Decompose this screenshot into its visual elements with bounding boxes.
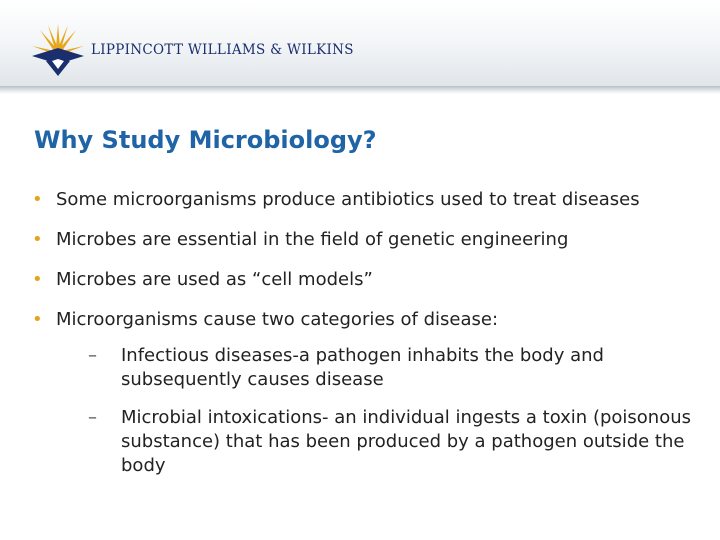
sub-bullet-text: Microbial intoxications- an individual ingests a toxin (poisonous substance) that has been produced by a pathogen outside the body: [121, 407, 691, 476]
bullet-dot-icon: •: [32, 229, 43, 250]
bullet-text: Microorganisms cause two categories of disease:: [56, 309, 499, 330]
sub-bullet-item: [76, 406, 702, 478]
sub-bullet-item: [76, 344, 702, 392]
dash-icon: –: [88, 345, 97, 366]
bullet-text: Microbes are essential in the field of genetic engineering: [56, 229, 569, 250]
bullet-item: [30, 188, 702, 212]
bullet-item: [30, 268, 702, 292]
bullet-item: [30, 308, 702, 478]
bullet-dot-icon: •: [32, 309, 43, 330]
dash-icon: –: [88, 407, 97, 428]
sub-bullet-list: [56, 344, 702, 478]
bullet-dot-icon: •: [32, 269, 43, 290]
publisher-logo-text: LIPPINCOTT WILLIAMS & WILKINS: [91, 42, 354, 58]
slide-title: Why Study Microbiology?: [34, 126, 377, 154]
bullet-list: [30, 188, 702, 492]
bullet-item: [30, 228, 702, 252]
header-divider: [0, 86, 720, 94]
bullet-dot-icon: •: [32, 189, 43, 210]
bullet-text: Microbes are used as “cell models”: [56, 269, 373, 290]
sunburst-logo-icon: [30, 22, 86, 78]
bullet-text: Some microorganisms produce antibiotics used to treat diseases: [56, 189, 640, 210]
sub-bullet-text: Infectious diseases-a pathogen inhabits the body and subsequently causes disease: [121, 345, 604, 390]
